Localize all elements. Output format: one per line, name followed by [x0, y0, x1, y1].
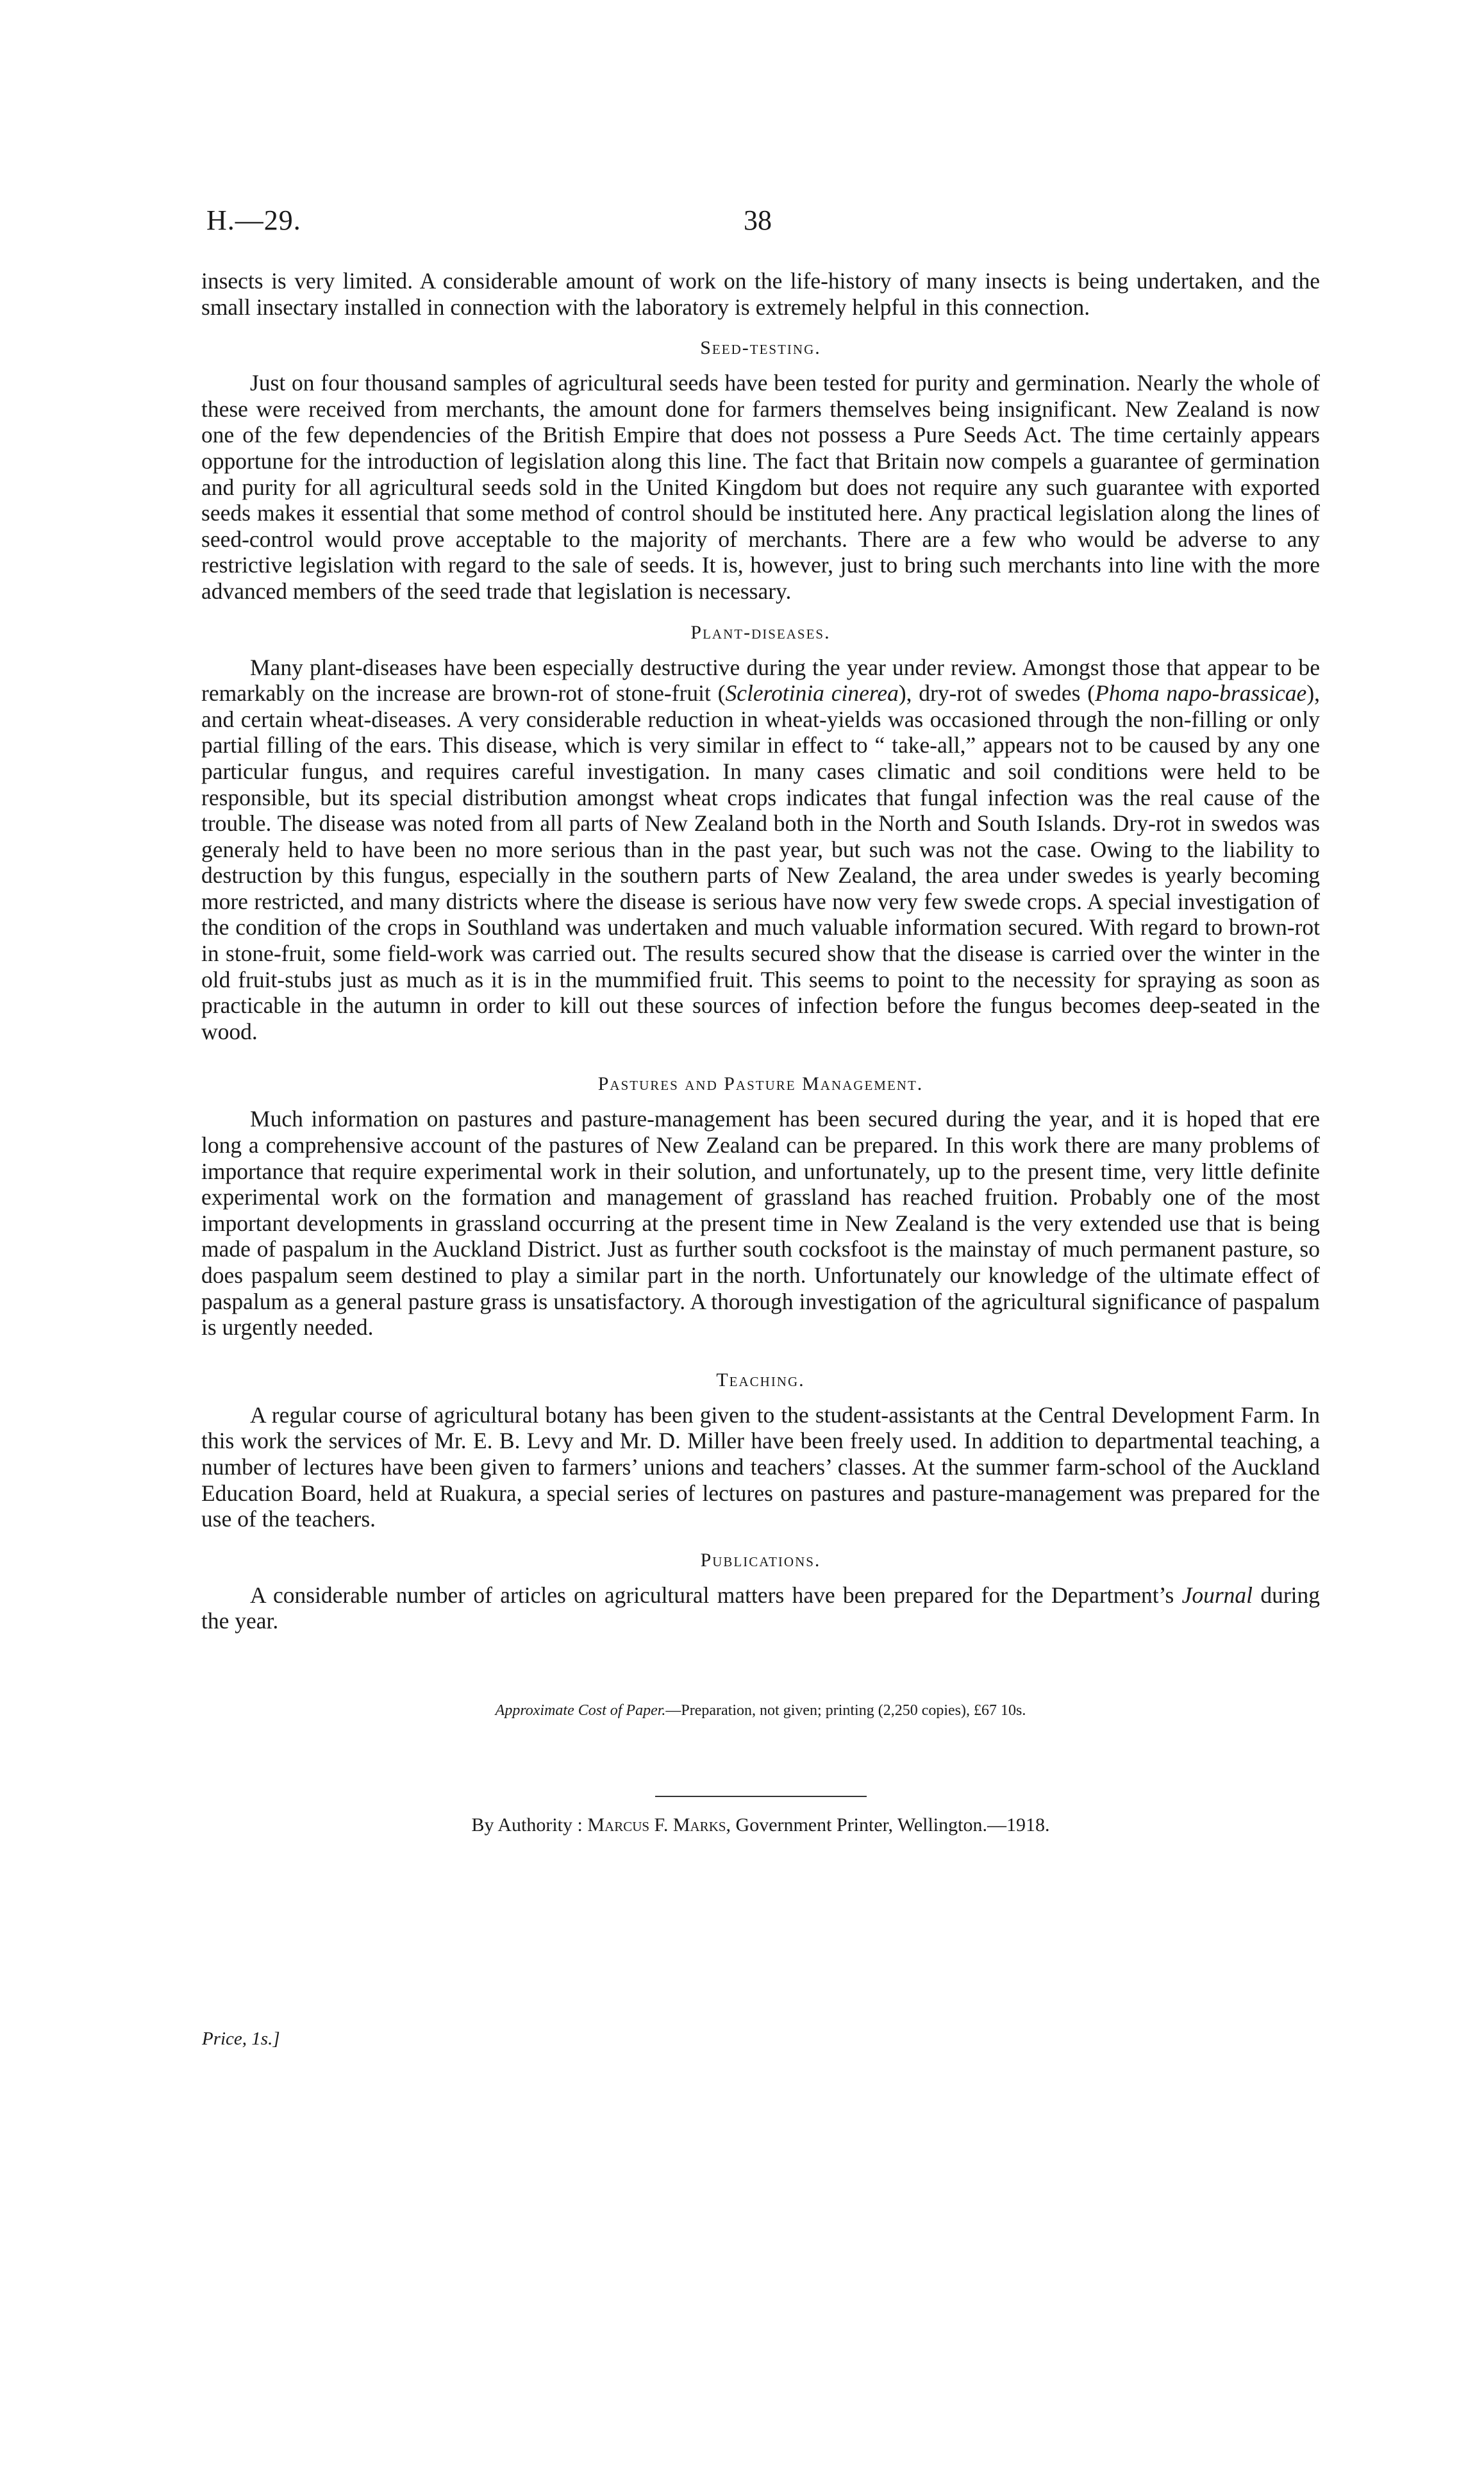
section-heading-pastures: Pastures and Pasture Management.	[597, 1073, 924, 1095]
printer-name: Marcus F. Marks,	[587, 1814, 731, 1836]
paragraph-plant-diseases: Many plant-diseases have been especially destructive during the year under review. Amongst those that appear to be remarkably on the increase are brown-rot of stone-fruit (Sclerotinia cinerea), dry-rot of swedes (Phoma napo-brassicae), and certain wheat-diseases. A very considerable reduction in wheat-yields was occasioned through the non-filling or only partial filling of the ears. This disease, which is very similar in effect to “ take-all,” appears not to be caused by any one particular fungus, and requires careful investigation. In many cases climatic and soil conditions were held to be responsible, but its special distribution amongst wheat crops indicates that fungal infection was the real cause of the trouble. The disease was noted from all parts of New Zealand both in the North and South Islands. Dry-rot in swedos was generaly held to have been no more serious than in the past year, but such was not the case. Owing to the liability to destruction by this fungus, especially in the southern parts of New Zealand, the area under swedes is yearly becoming more restricted, and many districts where the disease is serious have now very few swede crops. A special investigation of the condition of the crops in Southland was undertaken and much valuable information secured. With regard to brown-rot in stone-fruit, some field-work was carried out. The results secured show that the disease is carried over the winter in the old fruit-stubs just as much as it is in the mummified fruit. This seems to point to the necessity for spraying as soon as practicable in the autumn in order to kill out these sources of infection before the fungus becomes deep-seated in the wood.	[201, 654, 1321, 1044]
section-heading-plant-diseases: Plant-diseases.	[690, 621, 831, 643]
paragraph-teaching: A regular course of agricultural botany has been given to the student-assistants at the Central Development Farm. In this work the services of Mr. E. B. Levy and Mr. D. Miller have been freely used. In addition to departmental teaching, a number of lectures have been given to farmers’ unions and teachers’ classes. At the summer farm-school of the Auckland Education Board, held at Ruakura, a special series of lectures on pastures and pasture-management was prepared for the use of the teachers.	[201, 1401, 1320, 1532]
cost-text: —Preparation, not given; printing (2,250 copies), £67 10s.	[665, 1702, 1026, 1719]
section-heading-publications: Publications.	[700, 1549, 821, 1571]
authority-prefix: By Authority :	[471, 1814, 583, 1836]
section-heading-teaching: Teaching.	[716, 1369, 805, 1391]
divider-rule	[655, 1796, 867, 1797]
authority-suffix: Government Printer, Wellington.—1918.	[735, 1814, 1050, 1836]
cost-label: Approximate Cost of Paper.	[495, 1702, 666, 1719]
section-heading-seed-testing: Seed-testing.	[700, 337, 821, 359]
paragraph-pastures: Much information on pastures and pasture-management has been secured during the year, and it is hoped that ere long a comprehensive account of the pastures of New Zealand can be prepared. In this work there are many problems of importance that require experimental work in their solution, and unfortunately, up to the present time, very little definite experimental work on the formation and management of grassland has reached fruition. Probably one of the most important developments in grassland occurring at the present time in New Zealand is the very extended use that is being made of paspalum in the Auckland District. Just as further south cocksfoot is the mainstay of much permanent pasture, so does paspalum seem destined to play a similar part in the north. Unfortunately our knowledge of the ultimate effect of paspalum as a general pasture grass is unsatisfactory. A thorough investigation of the agricultural significance of paspalum is urgently needed.	[201, 1106, 1320, 1341]
document-reference: H.—29.	[206, 205, 301, 236]
price-note: Price, 1s.]	[202, 2028, 280, 2049]
cost-of-paper-note	[201, 1701, 1320, 1720]
printer-authority-line	[201, 1814, 1320, 1837]
page-number: 38	[744, 205, 772, 236]
document-body	[201, 268, 1320, 1837]
paragraph-seed-testing: Just on four thousand samples of agricultural seeds have been tested for purity and germination. Nearly the whole of these were received from merchants, the amount done for farmers themselves being insignificant. New Zealand is now one of the few dependencies of the British Empire that does not possess a Pure Seeds Act. The time certainly appears opportune for the introduction of legislation along this line. The fact that Britain now compels a guarantee of germination and purity for all agricultural seeds sold in the United Kingdom but does not require any such guarantee with exported seeds makes it essential that some method of control should be instituted here. Any practical legislation along the lines of seed-control would prove acceptable to the majority of merchants. There are a few who would be adverse to any restrictive legislation with regard to the sale of seeds. It is, however, just to bring such merchants into line with the more advanced members of the seed trade that legislation is necessary.	[201, 370, 1320, 604]
continued-paragraph: insects is very limited. A considerable amount of work on the life-history of many insects is being undertaken, and the small insectary installed in connection with the laboratory is extremely helpful in this connection.	[201, 268, 1320, 320]
paragraph-publications: A considerable number of articles on agricultural matters have been prepared for the Department’s Journal during the year.	[201, 1582, 1320, 1634]
